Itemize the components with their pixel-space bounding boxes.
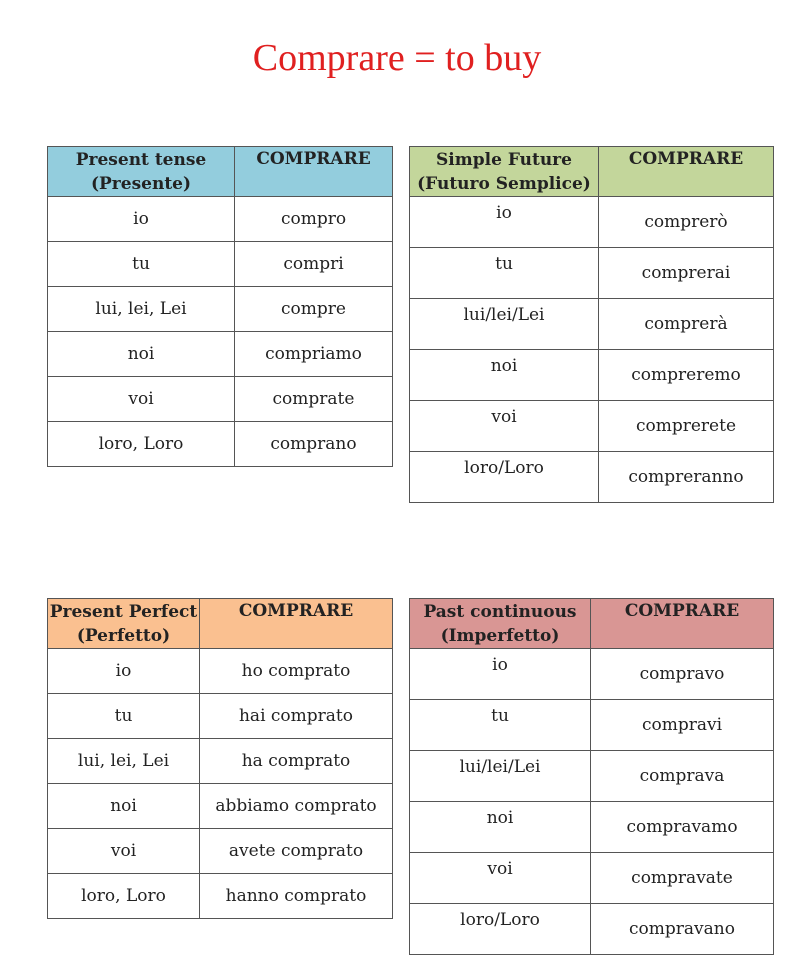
conjugation-cell: ho comprato [200,649,393,694]
table-row [410,853,774,904]
conjugation-cell: comprerò [599,197,774,248]
table-row [48,694,393,739]
conjugation-cell: comprerai [599,248,774,299]
pronoun-cell: lui/lei/Lei [410,299,599,350]
table-header-row [410,599,774,649]
pronoun-cell: tu [48,242,235,287]
pronoun-cell: noi [48,784,200,829]
conjugation-cell: comprava [591,751,774,802]
pronoun-cell: tu [410,248,599,299]
table-row [48,332,393,377]
tense-italian-name: (Perfetto) [76,626,171,646]
tense-name: Simple Future [436,150,572,170]
conjugation-cell: comprerà [599,299,774,350]
tense-header [48,599,200,649]
verb-header: COMPRARE [599,147,774,197]
pronoun-cell: tu [48,694,200,739]
tense-name: Past continuous [423,602,577,622]
pronoun-cell: voi [410,401,599,452]
pronoun-cell: loro/Loro [410,904,591,955]
page-title: Comprare = to buy [252,37,542,79]
simple-future-table [409,146,774,503]
table-row [48,287,393,332]
conjugation-cell: avete comprato [200,829,393,874]
table-row [48,197,393,242]
pronoun-cell: lui, lei, Lei [48,287,235,332]
table-row [48,377,393,422]
table-header-row [410,147,774,197]
pronoun-cell: noi [410,350,599,401]
tense-header [410,147,599,197]
pronoun-cell: voi [410,853,591,904]
conjugation-cell: compravi [591,700,774,751]
present-tense-table [47,146,393,467]
conjugation-cell: compravate [591,853,774,904]
verb-header: COMPRARE [200,599,393,649]
conjugation-cell: compravano [591,904,774,955]
table-row [410,197,774,248]
table-row [410,802,774,853]
table-header-row [48,147,393,197]
conjugation-cell: compro [235,197,393,242]
table-row [410,299,774,350]
pronoun-cell: voi [48,829,200,874]
conjugation-cell: hanno comprato [200,874,393,919]
conjugation-cell: compravamo [591,802,774,853]
conjugation-cell: compreranno [599,452,774,503]
conjugation-cell: comprano [235,422,393,467]
pronoun-cell: io [410,649,591,700]
table-row [48,649,393,694]
table-row [48,422,393,467]
pronoun-cell: noi [410,802,591,853]
table-row [48,739,393,784]
verb-header: COMPRARE [591,599,774,649]
conjugation-cell: comprate [235,377,393,422]
pronoun-cell: noi [48,332,235,377]
present-perfect-table [47,598,393,919]
conjugation-cell: ha comprato [200,739,393,784]
conjugation-cell: compreremo [599,350,774,401]
conjugation-cell: compravo [591,649,774,700]
tense-header [410,599,591,649]
table-row [410,350,774,401]
conjugation-cell: compriamo [235,332,393,377]
table-row [410,904,774,955]
pronoun-cell: loro/Loro [410,452,599,503]
table-row [48,242,393,287]
verb-header: COMPRARE [235,147,393,197]
table-row [410,700,774,751]
table-row [410,751,774,802]
table-row [410,649,774,700]
table-header-row [48,599,393,649]
tense-italian-name: (Futuro Semplice) [417,174,591,194]
table-row [48,874,393,919]
pronoun-cell: lui/lei/Lei [410,751,591,802]
pronoun-cell: tu [410,700,591,751]
pronoun-cell: io [48,649,200,694]
conjugation-cell: comprerete [599,401,774,452]
table-row [410,401,774,452]
tense-italian-name: (Presente) [90,174,192,194]
conjugation-cell: compri [235,242,393,287]
tense-name: Present Perfect [49,602,198,622]
tense-name: Present tense [75,150,207,170]
pronoun-cell: voi [48,377,235,422]
pronoun-cell: io [410,197,599,248]
table-row [48,784,393,829]
conjugation-cell: hai comprato [200,694,393,739]
conjugation-cell: compre [235,287,393,332]
table-row [410,452,774,503]
pronoun-cell: loro, Loro [48,422,235,467]
pronoun-cell: io [48,197,235,242]
past-continuous-table [409,598,774,955]
table-row [48,829,393,874]
pronoun-cell: loro, Loro [48,874,200,919]
table-row [410,248,774,299]
tense-italian-name: (Imperfetto) [440,626,560,646]
tense-header [48,147,235,197]
conjugation-cell: abbiamo comprato [200,784,393,829]
pronoun-cell: lui, lei, Lei [48,739,200,784]
